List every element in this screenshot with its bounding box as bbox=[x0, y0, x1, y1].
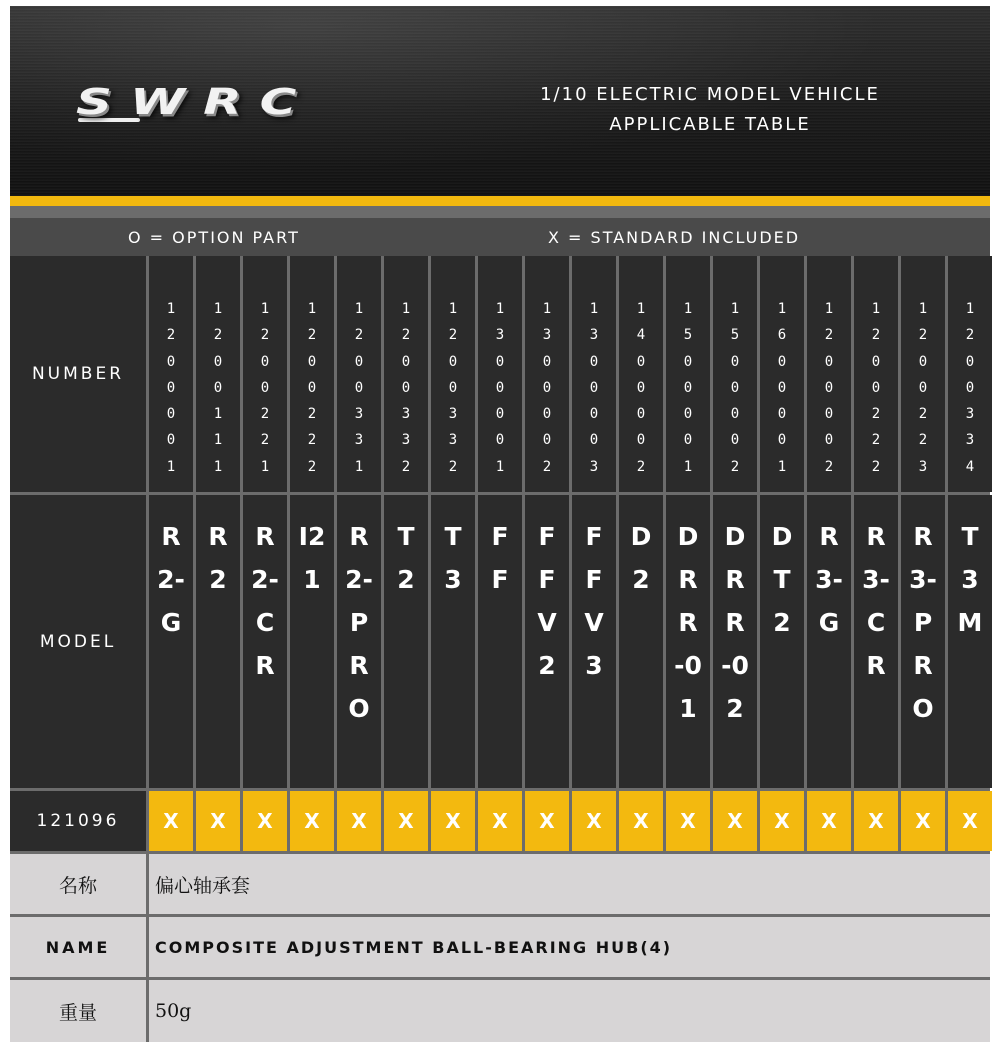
legend-standard: X = STANDARD INCLUDED bbox=[548, 228, 801, 247]
title-line-2: APPLICABLE TABLE bbox=[609, 114, 811, 135]
standard-mark: X bbox=[384, 791, 428, 851]
number-cell bbox=[948, 256, 992, 492]
model-cell-text: R3-PRO bbox=[909, 522, 937, 723]
model-cell bbox=[619, 495, 663, 788]
number-cell bbox=[854, 256, 898, 492]
model-cell bbox=[149, 495, 193, 788]
model-cell bbox=[760, 495, 804, 788]
number-cell bbox=[431, 256, 475, 492]
legend-option: O = OPTION PART bbox=[128, 228, 300, 247]
logo-text: SWRC bbox=[76, 81, 315, 123]
model-cell bbox=[243, 495, 287, 788]
model-cell-text: D2 bbox=[630, 522, 652, 594]
legend-bar bbox=[10, 218, 990, 256]
number-cell bbox=[525, 256, 569, 492]
model-cell bbox=[431, 495, 475, 788]
part-code: 121096 bbox=[10, 791, 146, 851]
model-cell bbox=[290, 495, 334, 788]
number-cell bbox=[196, 256, 240, 492]
model-cell-text: R2 bbox=[208, 522, 228, 594]
standard-mark: X bbox=[478, 791, 522, 851]
number-cell-text: 1400002 bbox=[636, 301, 646, 475]
model-cell bbox=[807, 495, 851, 788]
model-cell-text: R2-PRO bbox=[345, 522, 373, 723]
number-cell-text: 1200221 bbox=[260, 301, 270, 475]
number-cell-text: 1200331 bbox=[354, 301, 364, 475]
standard-mark: X bbox=[666, 791, 710, 851]
number-cell-text: 1300001 bbox=[495, 301, 505, 475]
number-cell-text: 1200334 bbox=[965, 301, 975, 475]
standard-mark: X bbox=[854, 791, 898, 851]
number-cell bbox=[713, 256, 757, 492]
model-row-label: MODEL bbox=[10, 495, 146, 788]
model-cell-text: I21 bbox=[298, 522, 326, 594]
model-cell bbox=[478, 495, 522, 788]
model-cell-text: R3-G bbox=[815, 522, 843, 637]
model-cell-text: T3 bbox=[444, 522, 462, 594]
number-cell bbox=[901, 256, 945, 492]
model-cell-text: R2-G bbox=[157, 522, 185, 637]
model-cell-text: T2 bbox=[397, 522, 415, 594]
number-cell-text: 1200332 bbox=[401, 301, 411, 475]
standard-mark: X bbox=[572, 791, 616, 851]
standard-mark: X bbox=[243, 791, 287, 851]
standard-mark: X bbox=[760, 791, 804, 851]
cn-name-value: 偏心轴承套 bbox=[149, 854, 990, 914]
title-line-1: 1/10 ELECTRIC MODEL VEHICLE bbox=[540, 84, 880, 105]
number-cell bbox=[384, 256, 428, 492]
number-cell-text: 1200223 bbox=[918, 301, 928, 475]
model-cell bbox=[854, 495, 898, 788]
number-row-label: NUMBER bbox=[10, 256, 146, 492]
model-cell bbox=[384, 495, 428, 788]
standard-mark: X bbox=[431, 791, 475, 851]
model-cell bbox=[196, 495, 240, 788]
number-cell-text: 1600001 bbox=[777, 301, 787, 475]
number-cell-text: 1200002 bbox=[824, 301, 834, 475]
standard-mark: X bbox=[337, 791, 381, 851]
en-name-label: NAME bbox=[10, 917, 146, 977]
model-cell-text: FFV2 bbox=[537, 522, 557, 680]
standard-mark: X bbox=[713, 791, 757, 851]
model-cell bbox=[572, 495, 616, 788]
weight-value: 50g bbox=[149, 980, 990, 1042]
standard-mark: X bbox=[619, 791, 663, 851]
number-cell bbox=[149, 256, 193, 492]
en-name-value: COMPOSITE ADJUSTMENT BALL-BEARING HUB(4) bbox=[149, 917, 990, 977]
model-cell bbox=[901, 495, 945, 788]
model-cell bbox=[525, 495, 569, 788]
brand-logo bbox=[76, 81, 426, 134]
number-cell bbox=[337, 256, 381, 492]
standard-mark: X bbox=[525, 791, 569, 851]
number-cell-text: 1300003 bbox=[589, 301, 599, 475]
number-cell bbox=[478, 256, 522, 492]
standard-mark: X bbox=[196, 791, 240, 851]
number-cell bbox=[666, 256, 710, 492]
model-cell bbox=[713, 495, 757, 788]
model-cell-text: R3-CR bbox=[862, 522, 890, 680]
number-cell bbox=[619, 256, 663, 492]
number-cell-text: 1200222 bbox=[871, 301, 881, 475]
standard-mark: X bbox=[948, 791, 992, 851]
model-cell-text: FFV3 bbox=[584, 522, 604, 680]
cn-name-label: 名称 bbox=[10, 854, 146, 914]
number-cell-text: 1200001 bbox=[166, 301, 176, 475]
number-cell-text: 1500002 bbox=[730, 301, 740, 475]
model-cell-text: R2-CR bbox=[251, 522, 279, 680]
weight-label: 重量 bbox=[10, 980, 146, 1042]
applicable-table-sheet bbox=[10, 6, 990, 1042]
model-cell-text: DRR-01 bbox=[674, 522, 702, 723]
model-cell-text: FF bbox=[491, 522, 509, 594]
number-cell bbox=[290, 256, 334, 492]
standard-mark: X bbox=[807, 791, 851, 851]
model-cell-text: T3M bbox=[957, 522, 983, 637]
model-cell bbox=[948, 495, 992, 788]
number-cell-text: 1200332 bbox=[448, 301, 458, 475]
standard-mark: X bbox=[149, 791, 193, 851]
model-cell-text: DT2 bbox=[771, 522, 793, 637]
number-cell-text: 1200111 bbox=[213, 301, 223, 475]
number-cell-text: 1300002 bbox=[542, 301, 552, 475]
number-cell bbox=[807, 256, 851, 492]
model-cell bbox=[666, 495, 710, 788]
number-cell bbox=[572, 256, 616, 492]
number-cell-text: 1500001 bbox=[683, 301, 693, 475]
header-banner bbox=[10, 6, 990, 196]
standard-mark: X bbox=[901, 791, 945, 851]
model-cell-text: DRR-02 bbox=[721, 522, 749, 723]
accent-divider bbox=[10, 196, 990, 206]
number-cell-text: 1200222 bbox=[307, 301, 317, 475]
number-cell bbox=[760, 256, 804, 492]
model-cell bbox=[337, 495, 381, 788]
number-cell bbox=[243, 256, 287, 492]
standard-mark: X bbox=[290, 791, 334, 851]
